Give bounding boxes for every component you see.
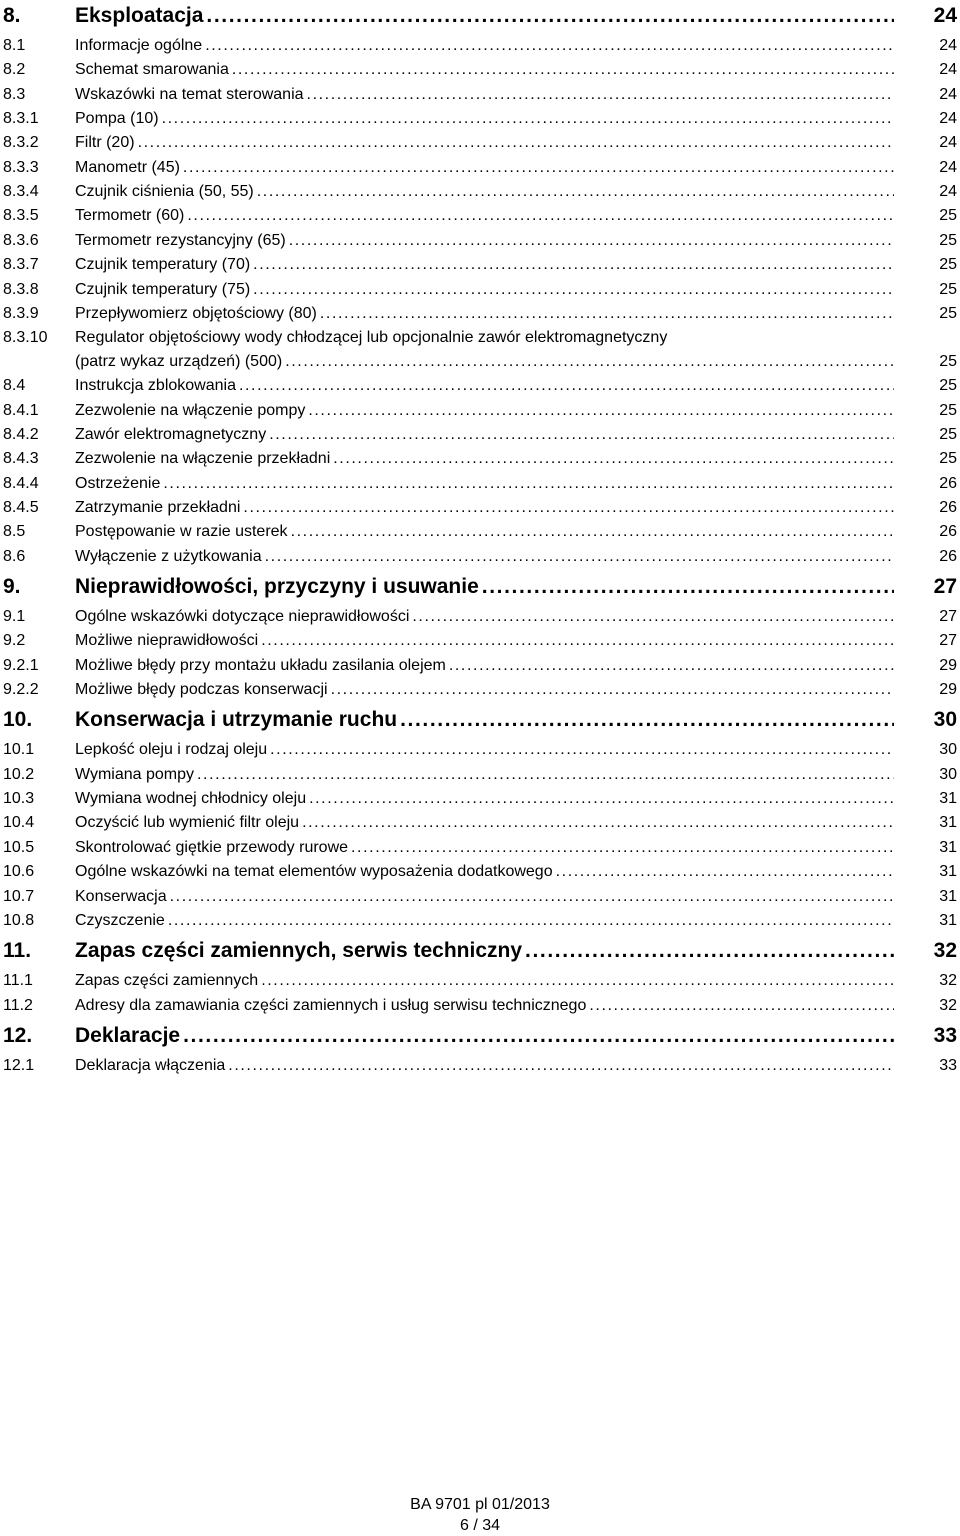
section-number: 8.3.1 [3,110,39,128]
toc-entry-row [0,180,960,204]
toc-entry-row [0,326,960,374]
section-title: Zatrzymanie przekładni ..... [75,499,894,516]
section-number: 8.3.3 [3,158,39,176]
section-number: 10.6 [3,863,35,881]
section-title: Postępowanie w razie usterek ..... [75,523,894,540]
title-with-dot-leader [75,472,894,496]
title-with-dot-leader [75,811,894,835]
section-title: Czyszczenie ..... [75,912,894,929]
toc-entry-row [0,763,960,787]
title-with-dot-leader [75,229,894,253]
toc-chapter-row [0,2,960,34]
page-ref: 29 [939,656,957,674]
page-ref: 24 [939,183,957,201]
page-ref: 24 [939,61,957,79]
section-title: Skontrolować giętkie przewody rurowe ..... [75,839,894,856]
toc-entry-row [0,447,960,471]
page-ref: 25 [939,401,957,419]
toc-entry-row [0,605,960,629]
title-with-dot-leader [75,969,894,993]
page-ref: 27 [933,575,957,598]
title-with-dot-leader [75,156,894,180]
title-with-dot-leader [75,278,894,302]
section-title-line1: Regulator objętościowy wody chłodzącej lub opcjonalnie zawór elektromagnetyczny [75,329,668,347]
section-title: Deklaracje ..... [75,1024,894,1047]
section-title: Wskazówki na temat sterowania ..... [75,86,894,103]
page-ref: 24 [939,37,957,54]
section-number: 9.1 [3,608,26,625]
section-number: 9.2 [3,632,26,650]
title-with-dot-leader [75,2,894,30]
section-title: Adresy dla zamawiania części zamiennych i usług serwisu technicznego ..... [75,997,894,1014]
page-ref: 31 [939,790,957,808]
section-number: 8.3.10 [3,329,48,347]
page-ref: 24 [939,85,957,103]
page-ref: 31 [939,863,957,881]
toc-entry-row [0,654,960,678]
section-title: Wyłączenie z użytkowania ..... [75,548,894,565]
title-with-dot-leader [75,107,894,131]
section-number: 8.4.3 [3,450,39,468]
title-with-dot-leader [75,399,894,423]
section-number: 8.3.7 [3,256,39,274]
section-title: Termometr (60) ..... [75,207,894,224]
page-ref: 31 [939,911,957,929]
title-with-dot-leader [75,1022,894,1050]
title-with-dot-leader [75,885,894,909]
page-ref: 24 [933,4,957,27]
title-with-dot-leader [75,447,894,471]
section-number: 8.3.5 [3,207,39,225]
title-with-dot-leader [75,302,894,326]
toc-entry-row [0,302,960,326]
section-number: 10.8 [3,911,35,929]
section-title: Nieprawidłowości, przyczyny i usuwanie ..... [75,575,894,598]
page-ref: 24 [939,158,957,176]
page-ref: 25 [939,450,957,468]
section-number: 8.3.2 [3,134,39,152]
section-number: 10.7 [3,887,35,905]
page-ref: 26 [939,474,957,492]
section-title: Zawór elektromagnetyczny ..... [75,426,894,443]
toc-entry-row [0,204,960,228]
toc-entry-row [0,83,960,107]
title-with-dot-leader [75,131,894,155]
section-title: Czujnik temperatury (75) ..... [75,281,894,298]
page-ref: 25 [939,256,957,274]
section-number: 8.4 [3,377,26,395]
section-number: 8.4.1 [3,401,39,419]
section-number: 8.3.9 [3,304,39,322]
section-title: Zapas części zamiennych ..... [75,972,894,989]
title-with-dot-leader [75,678,894,702]
page-ref: 30 [933,708,957,732]
toc-entry-row [0,836,960,860]
section-number: 8.3.8 [3,280,39,298]
section-number: 8.4.5 [3,498,39,516]
page-ref: 24 [939,110,957,128]
page-ref: 31 [939,887,957,905]
section-title: Konserwacja ..... [75,888,894,905]
title-with-dot-leader [75,83,894,107]
toc-entry-row [0,811,960,835]
toc-chapter-row [0,1022,960,1054]
toc-entry-row [0,738,960,762]
section-number: 9.2.2 [3,681,39,699]
toc-entry-row [0,678,960,702]
page-ref: 25 [939,425,957,443]
section-title: Zezwolenie na włączenie przekładni ..... [75,450,894,467]
page-ref: 32 [939,996,957,1014]
section-number: 8.3.4 [3,183,39,201]
page-ref: 25 [939,207,957,225]
title-with-dot-leader [75,860,894,884]
title-with-dot-leader [75,545,894,569]
section-title: Informacje ogólne ..... [75,37,894,54]
section-title: Oczyścić lub wymienić filtr oleju ..... [75,814,894,831]
title-with-dot-leader [75,738,894,762]
page-ref: 25 [939,353,957,371]
section-number: 10.4 [3,814,35,832]
toc-entry-row [0,229,960,253]
section-title: Termometr rezystancyjny (65) ..... [75,232,894,249]
title-with-dot-leader [75,763,894,787]
toc-entry-row [0,278,960,302]
page-ref: 25 [939,377,957,395]
section-title: Lepkość oleju i rodzaj oleju ..... [75,741,894,758]
toc-entry-row [0,520,960,544]
toc-entry-row [0,545,960,569]
page-ref: 26 [939,498,957,516]
section-title: Przepływomierz objętościowy (80) ..... [75,305,894,322]
title-with-dot-leader [75,909,894,933]
page-ref: 26 [939,523,957,541]
section-title: Ogólne wskazówki dotyczące nieprawidłowości ..... [75,608,894,625]
title-with-dot-leader [75,496,894,520]
toc-entry-row [0,994,960,1018]
page-ref: 33 [939,1056,957,1074]
section-number: 8.3 [3,85,26,103]
toc-entry-row [0,909,960,933]
toc-entry-row [0,374,960,398]
section-number: 10.5 [3,838,35,856]
page-ref: 33 [933,1023,957,1047]
page-ref: 30 [939,741,957,759]
toc-entry-row [0,969,960,993]
title-with-dot-leader [75,423,894,447]
section-title: Wymiana wodnej chłodnicy oleju ..... [75,790,894,807]
section-number: 9.2.1 [3,656,39,674]
section-title: Pompa (10) ..... [75,110,894,127]
toc-entry-row [0,423,960,447]
title-with-dot-leader [75,58,894,82]
section-number: 11.1 [3,972,33,990]
page-ref: 25 [939,280,957,298]
section-number: 10.2 [3,765,35,783]
title-with-dot-leader [75,204,894,228]
section-title: Wymiana pompy ..... [75,766,894,783]
toc-chapter-row [0,937,960,969]
page-ref: 32 [939,972,957,990]
section-number: 8.4.4 [3,474,39,492]
section-number: 10.1 [3,741,35,759]
section-title: (patrz wykaz urządzeń) (500) ..... [75,353,894,370]
toc-entry-row [0,58,960,82]
section-title: Deklaracja włączenia ..... [75,1057,894,1074]
section-title: Ostrzeżenie ..... [75,475,894,492]
section-title: Schemat smarowania ..... [75,61,894,78]
page-footer [0,1494,960,1536]
title-with-dot-leader [75,573,894,601]
document-id: BA 9701 pl 01/2013 [410,1496,550,1513]
title-with-dot-leader [75,180,894,204]
title-with-dot-leader [75,937,894,965]
section-number: 11. [3,939,32,963]
page-ref: 25 [939,231,957,249]
section-number: 8.5 [3,523,26,541]
title-with-dot-leader [75,374,894,398]
title-with-dot-leader [75,787,894,811]
section-number: 10.3 [3,790,35,808]
section-title: Czujnik ciśnienia (50, 55) ..... [75,183,894,200]
title-with-dot-leader [75,836,894,860]
page-ref: 31 [939,838,957,856]
title-with-dot-leader [75,1054,894,1078]
section-title: Możliwe błędy podczas konserwacji ..... [75,681,894,698]
toc-entry-row [0,860,960,884]
section-number: 12. [3,1023,33,1047]
page-ref: 31 [939,814,957,832]
section-number: 8.3.6 [3,231,39,249]
toc-entry-row [0,399,960,423]
section-number: 8.1 [3,37,26,54]
section-number: 10. [3,708,33,732]
toc-entry-row [0,107,960,131]
title-with-dot-leader [75,34,894,58]
toc-entry-row [0,472,960,496]
page-ref: 27 [939,632,957,650]
toc-entry-row [0,629,960,653]
section-title: Eksploatacja ..... [75,4,894,27]
section-number: 8.2 [3,61,26,79]
title-with-dot-leader [75,629,894,653]
page-ref: 25 [939,304,957,322]
toc-entry-row [0,496,960,520]
page-ref: 29 [939,681,957,699]
section-title: Ogólne wskazówki na temat elementów wyposażenia dodatkowego ..... [75,863,894,880]
section-title: Manometr (45) ..... [75,159,894,176]
title-with-dot-leader [75,253,894,277]
toc-entry-row [0,131,960,155]
toc-entry-row [0,787,960,811]
section-number: 8. [3,4,21,27]
section-number: 9. [3,575,21,598]
section-title: Czujnik temperatury (70) ..... [75,256,894,273]
section-title: Filtr (20) ..... [75,134,894,151]
section-title: Możliwe nieprawidłowości ..... [75,632,894,649]
page-ref: 24 [939,134,957,152]
toc-entry-row [0,885,960,909]
title-with-dot-leader [75,994,894,1018]
toc-chapter-row [0,706,960,738]
section-title: Zapas części zamiennych, serwis techniczny ..... [75,939,894,962]
page-ref: 32 [933,939,957,963]
section-title: Konserwacja i utrzymanie ruchu ..... [75,708,894,731]
page-ref: 26 [939,547,957,565]
toc-entry-row [0,34,960,58]
page-ref: 27 [939,608,957,625]
section-title: Zezwolenie na włączenie pompy ..... [75,402,894,419]
section-number: 8.4.2 [3,425,39,443]
section-number: 12.1 [3,1056,35,1074]
title-with-dot-leader [75,654,894,678]
toc-entry-row [0,1054,960,1078]
toc-chapter-row [0,573,960,605]
section-title: Instrukcja zblokowania ..... [75,377,894,394]
title-with-dot-leader [75,520,894,544]
toc-entry-row [0,156,960,180]
toc-entry-row [0,253,960,277]
section-number: 8.6 [3,547,26,565]
section-title: Możliwe błędy przy montażu układu zasilania olejem ..... [75,657,894,674]
section-number: 11.2 [3,996,33,1014]
title-with-dot-leader [75,605,894,629]
title-with-dot-leader [75,350,894,374]
page-ref: 30 [939,765,957,783]
page-number: 6 / 34 [459,1517,501,1534]
title-with-dot-leader [75,706,894,734]
